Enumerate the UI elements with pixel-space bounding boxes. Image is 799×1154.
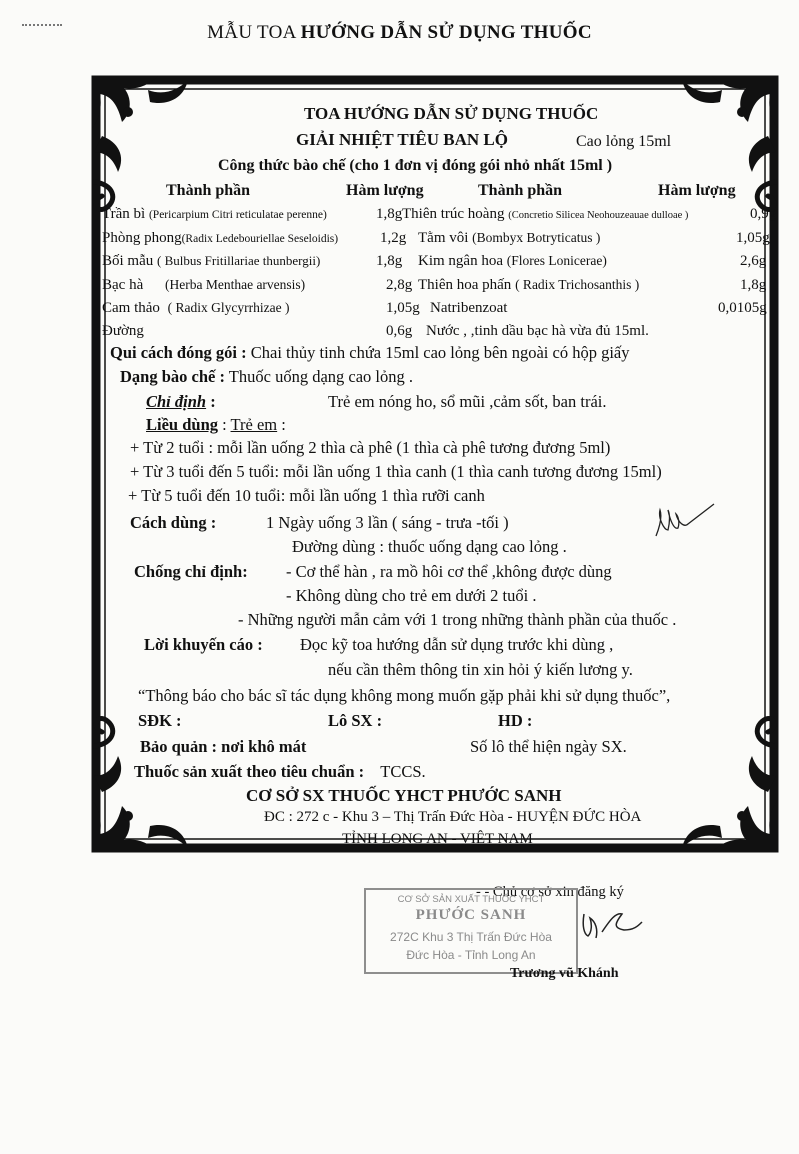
ingredient-row	[102, 206, 327, 223]
ingredient-name: Bối mẫu	[102, 253, 154, 269]
usage-line: 1 Ngày uống 3 lần ( sáng - trưa -tối )	[266, 513, 509, 532]
ingredient-amount: 2,8g	[386, 277, 413, 293]
ingredient-row	[430, 300, 507, 317]
ingredient-name: Thiên hoa phấn	[418, 277, 512, 293]
manufacturer-name: CƠ SỞ SX THUỐC YHCT PHƯỚC SANH	[246, 786, 562, 805]
ingredient-row	[102, 323, 144, 340]
ingredient-name: Trần bì	[102, 206, 146, 222]
ingredient-latin: (Bombyx Botryticatus )	[472, 230, 601, 245]
corner-ornament-tr	[682, 76, 778, 172]
col-header-ingredient-right: Thành phần	[478, 182, 563, 199]
product-form: Cao lỏng 15ml	[576, 133, 672, 150]
stamp-line-1: CƠ SỞ SẢN XUẤT THUỐC YHCT	[397, 894, 545, 905]
expiry-label: HD :	[498, 711, 533, 730]
stamp-line-3: 272C Khu 3 Thị Trấn Đức Hòa	[390, 930, 552, 944]
stamp-line-2: PHƯỚC SANH	[415, 907, 527, 923]
packaging-text: Chai thủy tinh chứa 15ml cao lỏng bên ngoài có hộp giấy	[250, 343, 630, 362]
ingredient-amount: 0,0105g	[718, 300, 767, 316]
ingredient-name: Phòng phong	[102, 230, 182, 246]
standard-line	[134, 762, 426, 782]
manufacturer-address: ĐC : 272 c - Khu 3 – Thị Trấn Đức Hòa - HUYỆN ĐỨC HÒA	[264, 809, 642, 825]
dosage-form-line	[120, 367, 413, 387]
ingredient-latin: (Pericarpium Citri reticulatae perenne)	[148, 209, 327, 221]
ingredient-amount: 1,8g	[740, 277, 767, 293]
usage-label: Cách dùng :	[130, 513, 217, 532]
indication-label-text: Chỉ định	[146, 392, 207, 411]
dosage-line: + Từ 5 tuổi đến 10 tuổi: mỗi lần uống 1 thìa rưỡi canh	[128, 486, 485, 505]
signatory-name: Trương vũ Khánh	[510, 966, 619, 981]
ingredient-amount: 1,2g	[380, 230, 407, 246]
dosage-form-label: Dạng bào chế :	[120, 367, 225, 386]
adverse-effect-notice: “Thông báo cho bác sĩ tác dụng không mong muốn gặp phải khi sử dụng thuốc”,	[138, 686, 671, 705]
ingredient-name: Kim ngân hoa	[418, 253, 503, 269]
ingredient-row	[102, 230, 338, 247]
advice-line: Đọc kỹ toa hướng dẫn sử dụng trước khi dùng ,	[300, 635, 614, 654]
standard-value: TCCS.	[380, 762, 426, 781]
col-header-amount-left: Hàm lượng	[346, 182, 424, 199]
ingredient-row	[102, 277, 305, 294]
ingredient-row	[102, 253, 320, 270]
storage-label: Bảo quản : nơi khô mát	[140, 737, 307, 756]
ingredient-latin: ( Bulbus Fritillariae thunbergii)	[157, 253, 321, 268]
ingredient-name: Tằm vôi	[418, 230, 469, 246]
registration-number-label: SĐK :	[138, 711, 182, 730]
label-heading: TOA HƯỚNG DẪN SỬ DỤNG THUỐC	[304, 104, 599, 123]
corner-ornament-br	[682, 756, 778, 852]
contraindication-label: Chống chỉ định:	[134, 562, 248, 581]
dosage-line: + Từ 2 tuổi : mỗi lần uống 2 thìa cà phê (1 thìa cà phê tương đương 5ml)	[130, 438, 611, 457]
signature-scribble	[576, 904, 646, 944]
contraindication-line: - Cơ thể hàn , ra mồ hôi cơ thể ,không được dùng	[286, 562, 612, 581]
ingredient-latin: (Herba Menthae arvensis)	[164, 277, 306, 292]
ingredient-amount: 0,9g	[750, 206, 777, 222]
lot-number-label: Lô SX :	[328, 711, 383, 730]
ingredient-latin: (Concretio Silicea Neohouzeauae dulloae )	[508, 210, 689, 221]
packaging-label: Qui cách đóng gói :	[110, 343, 247, 362]
ingredient-amount: 0,6g	[386, 323, 413, 339]
ingredient-row	[402, 206, 688, 223]
ingredient-latin: (Flores Lonicerae)	[506, 253, 607, 268]
ingredient-amount: 2,6g	[740, 253, 767, 269]
dosage-label: Liều dùng	[146, 415, 218, 434]
ingredient-amount: 1,05g	[736, 230, 770, 246]
ingredient-name: Nước , ,tinh dầu bạc hà vừa đủ 15ml.	[426, 323, 649, 339]
ingredient-name: Thiên trúc hoàng	[402, 206, 505, 222]
formula-heading: Công thức bào chế (cho 1 đơn vị đóng gói nhỏ nhất 15ml )	[218, 157, 613, 174]
page-title-main: HƯỚNG DẪN SỬ DỤNG THUỐC	[300, 22, 592, 43]
advice-line: nếu cần thêm thông tin xin hỏi ý kiến lương y.	[328, 660, 633, 679]
ingredient-row	[418, 253, 607, 270]
ingredient-name: Bạc hà	[102, 277, 144, 293]
lot-note: Số lô thể hiện ngày SX.	[470, 737, 627, 756]
dosage-target-colon: :	[277, 415, 286, 434]
standard-label: Thuốc sản xuất theo tiêu chuẩn :	[134, 762, 365, 781]
ingredient-name: Đường	[102, 323, 144, 339]
dosage-target: Trẻ em	[230, 415, 278, 434]
usage-line: Đường dùng : thuốc uống dạng cao lỏng .	[292, 537, 567, 556]
ingredient-row	[102, 300, 289, 317]
indication-text: Trẻ em nóng ho, sổ mũi ,cảm sốt, ban trái.	[328, 392, 607, 411]
indication-label	[146, 392, 216, 412]
advice-label: Lời khuyến cáo :	[144, 635, 263, 654]
packaging-line	[110, 343, 629, 363]
ingredient-row	[418, 277, 639, 294]
corner-ornament-tl	[92, 76, 188, 172]
dosage-header	[146, 415, 286, 435]
ingredient-latin: (Radix Ledebouriellae Seseloidis)	[181, 233, 339, 245]
contraindication-line: - Những người mẫn cảm với 1 trong những thành phần của thuốc .	[238, 610, 677, 629]
ingredient-row	[418, 230, 600, 247]
product-name: GIẢI NHIỆT TIÊU BAN LỘ	[296, 130, 508, 149]
ingredient-row	[426, 323, 649, 340]
company-stamp	[364, 888, 578, 974]
ingredient-amount: 1,8g	[376, 206, 403, 222]
stamp-line-4: Đức Hòa - Tỉnh Long An	[406, 948, 536, 962]
ingredient-latin: ( Radix Glycyrrhizae )	[167, 300, 290, 315]
handwritten-initial-mark	[650, 500, 720, 544]
dosage-label-colon: :	[218, 415, 231, 434]
contraindication-line: - Không dùng cho trẻ em dưới 2 tuổi .	[286, 586, 537, 605]
ingredient-amount: 1,05g	[386, 300, 420, 316]
page-title-prefix: MẪU TOA	[207, 22, 301, 43]
dosage-form-text: Thuốc uống dạng cao lỏng .	[228, 367, 414, 386]
col-header-ingredient-left: Thành phần	[166, 182, 251, 199]
col-header-amount-right: Hàm lượng	[658, 182, 736, 199]
ingredient-latin: ( Radix Trichosanthis )	[515, 277, 640, 292]
signatory-role: - - Chủ cơ sở xin đăng ký	[476, 884, 624, 900]
page-title	[0, 22, 799, 44]
ingredient-name: Natribenzoat	[430, 300, 508, 316]
ingredient-amount: 1,8g	[376, 253, 403, 269]
manufacturer-address-line2: TỈNH LONG AN - VIỆT NAM	[342, 831, 533, 847]
indication-label-colon: :	[206, 392, 216, 411]
ingredient-name: Cam thảo	[102, 300, 160, 316]
dosage-line: + Từ 3 tuổi đến 5 tuổi: mỗi lần uống 1 thìa canh (1 thìa canh tương đương 15ml)	[130, 462, 662, 481]
